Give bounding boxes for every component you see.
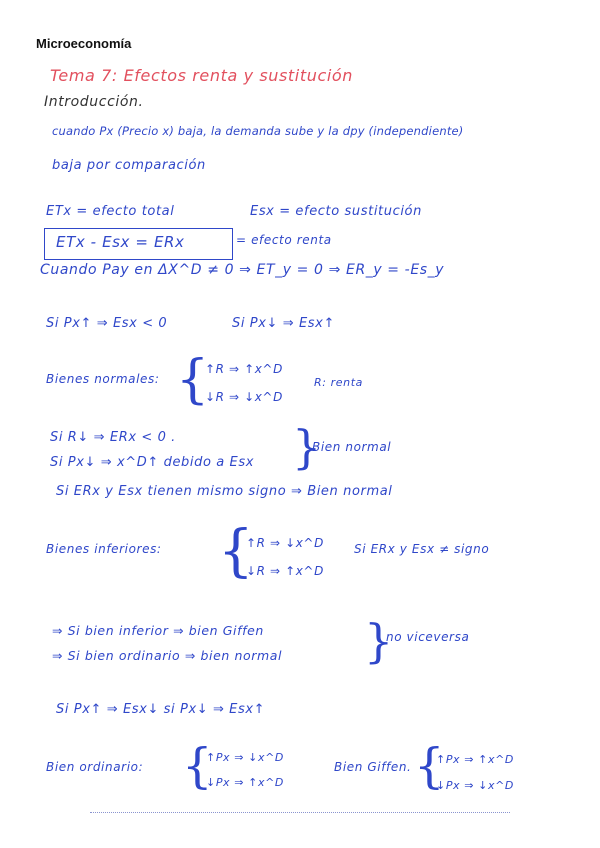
topic-title: Tema 7: Efectos renta y sustitución — [50, 66, 354, 85]
normal-goods-case-1: ↑R ⇒ ↑x^D — [205, 362, 283, 376]
giffen-good-label: Bien Giffen. — [334, 760, 412, 774]
giffen-rule-2: ⇒ Si bien ordinario ⇒ bien normal — [52, 648, 283, 663]
intro-line-2: baja por comparación — [52, 158, 206, 173]
normal-goods-brace: { — [176, 350, 210, 410]
giffen-rule-1: ⇒ Si bien inferior ⇒ bien Giffen — [52, 623, 264, 638]
giffen-rule-brace: } — [364, 614, 394, 668]
inferior-goods-note: Si ERx y Esx ≠ signo — [354, 542, 490, 556]
ordinary-good-case-2: ↓Px ⇒ ↑x^D — [206, 776, 284, 789]
normal-goods-case-2: ↓R ⇒ ↓x^D — [205, 390, 283, 404]
normal-rule-brace: } — [292, 420, 322, 474]
condition-line: Cuando Pay en ΔX^D ≠ 0 ⇒ ET_y = 0 ⇒ ER_y = -Es_y — [40, 262, 445, 278]
normal-rule-result: Bien normal — [312, 440, 392, 454]
formula-label: = efecto renta — [236, 233, 332, 247]
inferior-goods-case-2: ↓R ⇒ ↑x^D — [246, 564, 324, 578]
income-note: R: renta — [314, 376, 363, 389]
inferior-goods-label: Bienes inferiores: — [46, 542, 162, 556]
intro-line-1: cuando Px (Precio x) baja, la demanda sube y la dpy (independiente) — [52, 124, 464, 138]
definition-substitution-effect: Esx = efecto sustitución — [250, 204, 422, 219]
giffen-good-brace: { — [414, 738, 445, 794]
intro-heading: Introducción. — [44, 94, 144, 110]
inferior-goods-brace: { — [218, 519, 254, 584]
substitution-rule-2: Si Px↓ ⇒ Esx↑ — [232, 316, 335, 331]
substitution-rule-1: Si Px↑ ⇒ Esx < 0 — [46, 316, 168, 331]
normal-goods-label: Bienes normales: — [46, 372, 160, 386]
giffen-rule-note: no viceversa — [386, 630, 470, 644]
normal-rule-3: Si ERx y Esx tienen mismo signo ⇒ Bien normal — [56, 484, 393, 499]
cut-off-handwriting — [90, 812, 510, 815]
inferior-goods-case-1: ↑R ⇒ ↓x^D — [246, 536, 324, 550]
ordinary-good-case-1: ↑Px ⇒ ↓x^D — [206, 751, 284, 764]
normal-rule-2: Si Px↓ ⇒ x^D↑ debido a Esx — [50, 455, 255, 470]
price-rule: Si Px↑ ⇒ Esx↓ si Px↓ ⇒ Esx↑ — [56, 702, 266, 717]
ordinary-good-brace: { — [182, 738, 213, 794]
page-title: Microeconomía — [36, 36, 132, 51]
ordinary-good-label: Bien ordinario: — [46, 760, 144, 774]
boxed-formula: ETx - Esx = ERx — [56, 233, 185, 251]
giffen-good-case-1: ↑Px ⇒ ↑x^D — [436, 753, 514, 766]
definition-total-effect: ETx = efecto total — [46, 204, 175, 219]
normal-rule-1: Si R↓ ⇒ ERx < 0 . — [50, 430, 176, 445]
giffen-good-case-2: ↓Px ⇒ ↓x^D — [436, 779, 514, 792]
